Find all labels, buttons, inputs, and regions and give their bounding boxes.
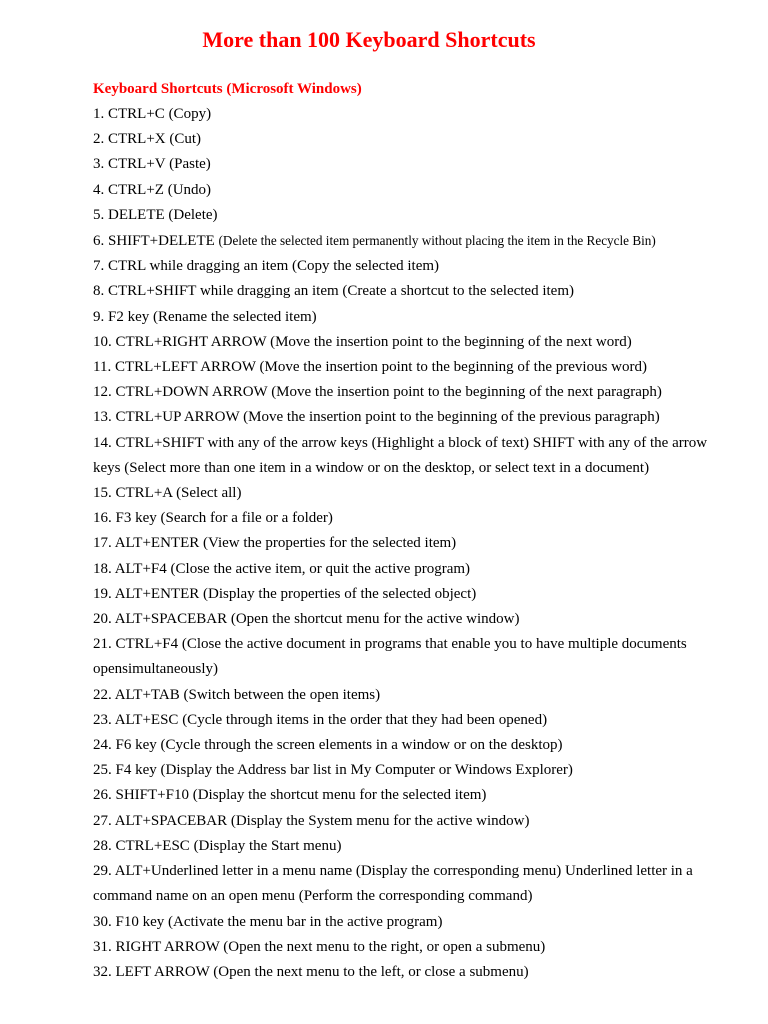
shortcut-item xyxy=(93,355,708,380)
shortcut-number: 5. xyxy=(93,206,105,223)
shortcut-keys: CTRL while dragging an item xyxy=(108,258,289,275)
shortcut-number: 8. xyxy=(93,283,105,300)
document-title: More than 100 Keyboard Shortcuts xyxy=(202,27,536,52)
shortcut-number: 13. xyxy=(93,409,112,426)
shortcut-item xyxy=(93,910,708,935)
shortcut-keys: CTRL+DOWN ARROW xyxy=(115,384,268,401)
shortcut-item xyxy=(93,607,708,632)
shortcut-description: (Display the Address bar list in My Computer or Windows Explorer) xyxy=(160,762,573,779)
shortcut-description: (Undo) xyxy=(167,181,212,198)
shortcut-number: 17. xyxy=(93,535,112,552)
shortcut-number: 6. xyxy=(93,233,105,250)
shortcut-item xyxy=(93,834,708,859)
shortcut-description: (Close the active item, or quit the active program) xyxy=(170,560,471,577)
shortcut-item xyxy=(93,935,708,960)
shortcut-number: 29. xyxy=(93,863,112,880)
shortcut-description: (Move the insertion point to the beginning of the next word) xyxy=(270,333,632,350)
shortcut-number: 27. xyxy=(93,812,112,829)
shortcut-item xyxy=(93,203,708,228)
shortcut-item xyxy=(93,228,708,254)
shortcut-number: 16. xyxy=(93,510,112,527)
shortcut-keys: DELETE xyxy=(108,206,165,223)
shortcut-description: (Cycle through items in the order that they had been opened) xyxy=(182,711,548,728)
shortcut-description: (Paste) xyxy=(169,156,211,173)
shortcut-number: 28. xyxy=(93,837,112,854)
shortcut-number: 24. xyxy=(93,737,112,754)
shortcut-number: 12. xyxy=(93,384,112,401)
shortcut-number: 22. xyxy=(93,686,112,703)
shortcut-keys: CTRL+SHIFT while dragging an item xyxy=(108,283,339,300)
shortcut-number: 18. xyxy=(93,560,112,577)
shortcut-item xyxy=(93,632,708,682)
shortcut-number: 14. xyxy=(93,434,112,451)
shortcut-keys: ALT+F4 xyxy=(114,560,167,577)
shortcut-keys: ALT+SPACEBAR xyxy=(114,812,228,829)
shortcut-description: (Highlight a block of text) SHIFT with any of the arrow keys (Select more than one item in a window or on the desktop, or select text in a document) xyxy=(93,434,708,476)
shortcut-keys: ALT+Underlined letter in a menu name xyxy=(114,863,353,880)
shortcut-description: (Display the shortcut menu for the selected item) xyxy=(192,787,487,804)
shortcut-item xyxy=(93,960,708,985)
shortcut-keys: CTRL+F4 xyxy=(115,636,179,653)
shortcut-keys: CTRL+RIGHT ARROW xyxy=(115,333,267,350)
shortcut-item xyxy=(93,330,708,355)
shortcut-keys: CTRL+Z xyxy=(108,181,164,198)
shortcut-description: (Create a shortcut to the selected item) xyxy=(342,283,574,300)
shortcut-description: (Cut) xyxy=(169,131,202,148)
shortcut-keys: F4 key xyxy=(115,762,157,779)
shortcut-item xyxy=(93,758,708,783)
shortcut-number: 31. xyxy=(93,938,112,955)
shortcut-description: (View the properties for the selected item) xyxy=(203,535,457,552)
shortcut-keys: LEFT ARROW xyxy=(115,963,210,980)
shortcut-keys: F3 key xyxy=(115,510,157,527)
shortcut-keys: SHIFT+F10 xyxy=(115,787,189,804)
shortcut-keys: ALT+TAB xyxy=(114,686,180,703)
shortcut-item xyxy=(93,127,708,152)
shortcut-number: 26. xyxy=(93,787,112,804)
shortcut-number: 2. xyxy=(93,131,105,148)
shortcut-item xyxy=(93,102,708,127)
shortcut-description: (Move the insertion point to the beginning of the previous word) xyxy=(259,359,647,376)
shortcut-item xyxy=(93,859,708,909)
shortcut-description: (Display the Start menu) xyxy=(193,837,342,854)
shortcut-number: 21. xyxy=(93,636,112,653)
shortcut-item xyxy=(93,178,708,203)
shortcut-description: (Rename the selected item) xyxy=(153,308,317,325)
shortcut-description: (Cycle through the screen elements in a window or on the desktop) xyxy=(160,737,563,754)
shortcut-number: 23. xyxy=(93,711,112,728)
shortcut-keys: CTRL+LEFT ARROW xyxy=(114,359,256,376)
shortcut-description: (Display the System menu for the active window) xyxy=(230,812,530,829)
shortcut-keys: F6 key xyxy=(115,737,157,754)
shortcut-description: (Close the active document in programs that enable you to have multiple documents opensimultaneously) xyxy=(93,636,687,678)
shortcut-item xyxy=(93,557,708,582)
shortcut-description: (Switch between the open items) xyxy=(183,686,381,703)
shortcut-keys: CTRL+SHIFT with any of the arrow keys xyxy=(115,434,368,451)
shortcut-keys: CTRL+C xyxy=(108,106,165,122)
shortcut-keys: F10 key xyxy=(115,913,165,930)
shortcut-description: (Display the corresponding menu) Underlined letter in a command name on an open menu (Perform the corresponding command) xyxy=(93,863,693,905)
shortcut-keys: ALT+ENTER xyxy=(114,535,200,552)
shortcut-description: (Copy the selected item) xyxy=(292,258,440,275)
shortcut-keys: CTRL+UP ARROW xyxy=(115,409,240,426)
shortcut-number: 25. xyxy=(93,762,112,779)
shortcut-keys: CTRL+V xyxy=(108,156,166,173)
shortcut-number: 11. xyxy=(93,359,112,376)
shortcut-number: 1. xyxy=(93,106,105,122)
shortcut-description: (Move the insertion point to the beginning of the next paragraph) xyxy=(271,384,662,401)
shortcut-item xyxy=(93,405,708,430)
shortcut-keys: ALT+ENTER xyxy=(114,585,200,602)
shortcut-item xyxy=(93,531,708,556)
shortcut-item xyxy=(93,783,708,808)
shortcut-description: (Display the properties of the selected object) xyxy=(203,585,477,602)
shortcut-number: 30. xyxy=(93,913,112,930)
shortcut-number: 7. xyxy=(93,258,105,275)
shortcut-number: 3. xyxy=(93,156,105,173)
section-heading: Keyboard Shortcuts (Microsoft Windows) xyxy=(93,81,362,97)
shortcut-description: (Move the insertion point to the beginning of the previous paragraph) xyxy=(243,409,660,426)
shortcut-description: (Delete the selected item permanently without placing the item in the Recycle Bin) xyxy=(218,233,656,249)
shortcut-keys: SHIFT+DELETE xyxy=(108,233,215,250)
shortcut-item xyxy=(93,683,708,708)
shortcut-item xyxy=(93,380,708,405)
shortcut-keys: CTRL+A xyxy=(115,485,173,502)
shortcut-keys: CTRL+ESC xyxy=(115,837,190,854)
shortcut-number: 19. xyxy=(93,585,112,602)
shortcut-list xyxy=(93,102,708,985)
shortcut-keys: RIGHT ARROW xyxy=(115,938,220,955)
shortcut-item xyxy=(93,279,708,304)
shortcut-description: (Copy) xyxy=(168,106,212,122)
shortcut-description: (Delete) xyxy=(168,206,218,223)
shortcut-keys: ALT+SPACEBAR xyxy=(114,611,228,628)
shortcut-item xyxy=(93,254,708,279)
shortcut-description: (Activate the menu bar in the active program) xyxy=(168,913,443,930)
shortcut-number: 15. xyxy=(93,485,112,502)
shortcut-item xyxy=(93,481,708,506)
shortcut-item xyxy=(93,152,708,177)
shortcut-number: 10. xyxy=(93,333,112,350)
shortcut-item xyxy=(93,733,708,758)
shortcut-number: 32. xyxy=(93,963,112,980)
shortcut-description: (Search for a file or a folder) xyxy=(160,510,333,527)
shortcut-number: 20. xyxy=(93,611,112,628)
shortcut-item xyxy=(93,305,708,330)
shortcut-description: (Open the next menu to the left, or close a submenu) xyxy=(213,963,529,980)
shortcut-number: 9. xyxy=(93,308,105,325)
shortcut-description: (Open the shortcut menu for the active window) xyxy=(230,611,520,628)
shortcut-item xyxy=(93,431,708,481)
shortcut-item xyxy=(93,582,708,607)
shortcut-keys: CTRL+X xyxy=(108,131,166,148)
shortcut-description: (Open the next menu to the right, or open a submenu) xyxy=(223,938,546,955)
shortcut-number: 4. xyxy=(93,181,105,198)
shortcut-keys: F2 key xyxy=(108,308,150,325)
shortcut-item xyxy=(93,506,708,531)
shortcut-description: (Select all) xyxy=(176,485,242,502)
shortcut-keys: ALT+ESC xyxy=(114,711,179,728)
shortcut-item xyxy=(93,809,708,834)
shortcut-item xyxy=(93,708,708,733)
